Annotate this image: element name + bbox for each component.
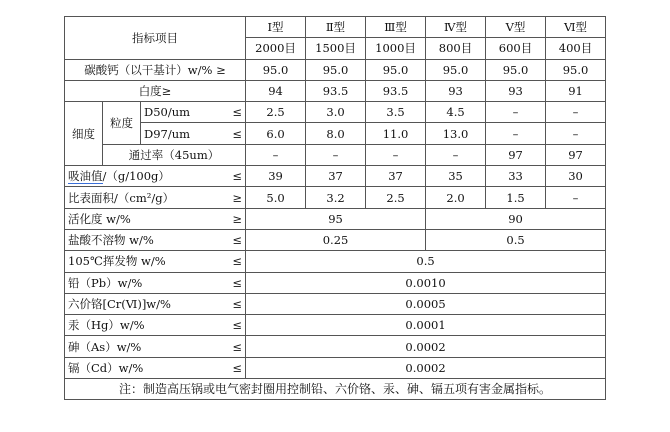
oil-value: 35 — [426, 166, 486, 187]
pass-rate-value: – — [426, 144, 486, 165]
d97-value: – — [486, 123, 546, 144]
row-cadmium — [65, 357, 606, 378]
type-3-mesh: 1000目 — [366, 38, 426, 59]
row-volatile — [65, 251, 606, 272]
d50-label: D50/um — [144, 105, 191, 120]
type-5-mesh: 600目 — [486, 38, 546, 59]
whiteness-value: 93.5 — [306, 80, 366, 101]
whiteness-label: 白度≥ — [65, 80, 246, 101]
surface-label-cell — [65, 187, 246, 208]
pb-value: 0.0010 — [246, 272, 606, 293]
specification-table — [64, 16, 606, 400]
d50-value: 2.5 — [246, 102, 306, 123]
type-3-name: Ⅲ型 — [366, 17, 426, 38]
d97-label-cell — [141, 123, 246, 144]
whiteness-value: 93.5 — [366, 80, 426, 101]
oil-value: 37 — [366, 166, 426, 187]
particle-size-label: 粒度 — [103, 102, 141, 145]
pb-label: 铅（Pb）w/% — [68, 275, 143, 290]
hg-label: 汞（Hg）w/% — [68, 318, 145, 333]
volatile-label-cell — [65, 251, 246, 272]
surface-value: 2.0 — [426, 187, 486, 208]
type-6-name: Ⅵ型 — [546, 17, 606, 38]
row-whiteness — [65, 80, 606, 101]
pass-rate-value: – — [366, 144, 426, 165]
indicator-header: 指标项目 — [65, 17, 246, 60]
volatile-symbol: ≤ — [232, 254, 243, 269]
type-2-name: Ⅱ型 — [306, 17, 366, 38]
surface-label: 比表面积/（cm²/g） — [68, 190, 175, 205]
header-row-1 — [65, 17, 606, 38]
cd-value: 0.0002 — [246, 357, 606, 378]
caco3-value: 95.0 — [426, 59, 486, 80]
activation-value-a: 95 — [246, 208, 426, 229]
type-2-mesh: 1500目 — [306, 38, 366, 59]
hg-symbol: ≤ — [232, 318, 243, 333]
cr-value: 0.0005 — [246, 293, 606, 314]
cd-label-cell — [65, 357, 246, 378]
pass-rate-value: – — [246, 144, 306, 165]
d50-value: – — [546, 102, 606, 123]
d50-value: 4.5 — [426, 102, 486, 123]
surface-value: 5.0 — [246, 187, 306, 208]
row-d50 — [65, 102, 606, 123]
fineness-group-label: 细度 — [65, 102, 103, 166]
d97-value: 6.0 — [246, 123, 306, 144]
as-label: 砷（As）w/% — [68, 339, 142, 354]
pb-label-cell — [65, 272, 246, 293]
d50-value: 3.0 — [306, 102, 366, 123]
d97-value: 11.0 — [366, 123, 426, 144]
caco3-value: 95.0 — [246, 59, 306, 80]
oil-label-main: 吸油值 — [68, 169, 103, 184]
type-4-mesh: 800目 — [426, 38, 486, 59]
row-mercury — [65, 315, 606, 336]
cd-label: 镉（Cd）w/% — [68, 360, 144, 375]
oil-label-unit: /（g/100g） — [102, 169, 170, 184]
pass-rate-value: 97 — [546, 144, 606, 165]
oil-value: 33 — [486, 166, 546, 187]
oil-label-cell — [65, 166, 246, 187]
surface-value: 1.5 — [486, 187, 546, 208]
row-pass-rate — [65, 144, 606, 165]
as-label-cell — [65, 336, 246, 357]
d50-label-cell — [141, 102, 246, 123]
type-1-name: Ⅰ型 — [246, 17, 306, 38]
surface-symbol: ≥ — [232, 190, 243, 205]
whiteness-value: 93 — [426, 80, 486, 101]
row-oil-absorption — [65, 166, 606, 187]
row-caco3 — [65, 59, 606, 80]
d97-label: D97/um — [144, 126, 191, 141]
volatile-value: 0.5 — [246, 251, 606, 272]
hg-value: 0.0001 — [246, 315, 606, 336]
pass-rate-value: 97 — [486, 144, 546, 165]
table-note: 注：制造高压锅或电气密封圈用控制铅、六价铬、汞、砷、镉五项有害金属指标。 — [65, 379, 606, 400]
row-activation — [65, 208, 606, 229]
pb-symbol: ≤ — [232, 275, 243, 290]
activation-label: 活化度 w/% — [68, 211, 131, 226]
activation-label-cell — [65, 208, 246, 229]
oil-symbol: ≤ — [232, 169, 243, 184]
d97-value: 13.0 — [426, 123, 486, 144]
surface-value: 2.5 — [366, 187, 426, 208]
hcl-value-a: 0.25 — [246, 229, 426, 250]
hcl-label: 盐酸不溶物 w/% — [68, 233, 154, 248]
cr-symbol: ≤ — [232, 297, 243, 311]
caco3-value: 95.0 — [546, 59, 606, 80]
caco3-value: 95.0 — [486, 59, 546, 80]
type-6-mesh: 400目 — [546, 38, 606, 59]
d97-value: – — [546, 123, 606, 144]
surface-value: – — [546, 187, 606, 208]
pass-rate-label: 通过率（45um） — [103, 144, 246, 165]
activation-value-b: 90 — [426, 208, 606, 229]
d50-value: 3.5 — [366, 102, 426, 123]
activation-symbol: ≥ — [232, 211, 243, 226]
type-1-mesh: 2000目 — [246, 38, 306, 59]
surface-value: 3.2 — [306, 187, 366, 208]
row-note — [65, 379, 606, 400]
row-hcl-insoluble — [65, 229, 606, 250]
row-surface-area — [65, 187, 606, 208]
row-chromium — [65, 293, 606, 314]
d50-symbol: ≤ — [232, 105, 243, 120]
whiteness-value: 91 — [546, 80, 606, 101]
cr-label: 六价铬[Cr(Ⅵ)]w/% — [68, 297, 171, 311]
row-lead — [65, 272, 606, 293]
d50-value: – — [486, 102, 546, 123]
pass-rate-value: – — [306, 144, 366, 165]
whiteness-value: 94 — [246, 80, 306, 101]
cr-label-cell — [65, 293, 246, 314]
caco3-value: 95.0 — [306, 59, 366, 80]
as-value: 0.0002 — [246, 336, 606, 357]
type-4-name: Ⅳ型 — [426, 17, 486, 38]
oil-value: 30 — [546, 166, 606, 187]
hcl-value-b: 0.5 — [426, 229, 606, 250]
oil-value: 39 — [246, 166, 306, 187]
oil-value: 37 — [306, 166, 366, 187]
hg-label-cell — [65, 315, 246, 336]
hcl-label-cell — [65, 229, 246, 250]
caco3-value: 95.0 — [366, 59, 426, 80]
row-d97 — [65, 123, 606, 144]
d97-value: 8.0 — [306, 123, 366, 144]
volatile-label: 105℃挥发物 w/% — [68, 254, 166, 269]
cd-symbol: ≤ — [232, 360, 243, 375]
d97-symbol: ≤ — [232, 126, 243, 141]
row-arsenic — [65, 336, 606, 357]
type-5-name: Ⅴ型 — [486, 17, 546, 38]
as-symbol: ≤ — [232, 339, 243, 354]
whiteness-value: 93 — [486, 80, 546, 101]
hcl-symbol: ≤ — [232, 233, 243, 248]
caco3-label: 碳酸钙（以干基计）w/% ≥ — [65, 59, 246, 80]
